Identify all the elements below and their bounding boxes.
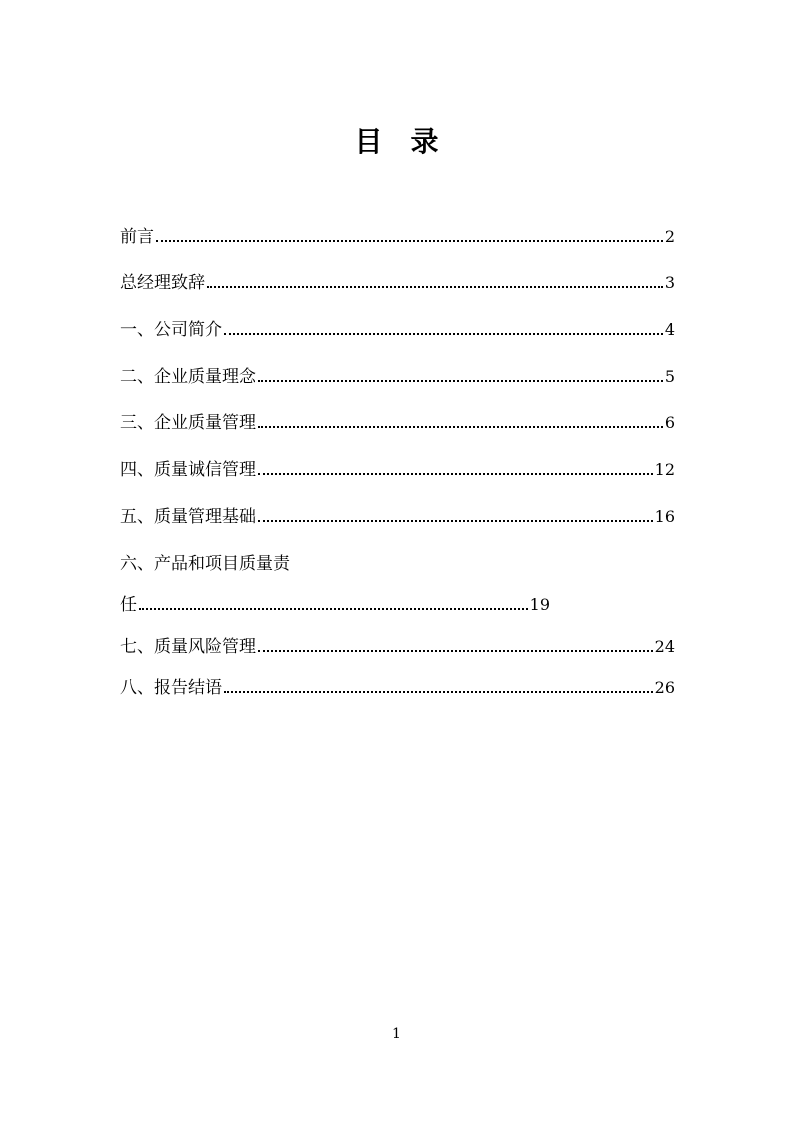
toc-leader-dots (139, 608, 528, 610)
toc-entry-text: 三、企业质量管理 (120, 413, 256, 433)
toc-page-number: 19 (529, 595, 550, 614)
toc-leader-dots (258, 650, 653, 652)
page-number: 1 (392, 1026, 401, 1042)
toc-entry-quality-risk[interactable] (120, 634, 675, 660)
toc-entry-gm-address[interactable] (120, 270, 675, 296)
toc-page-number: 2 (664, 227, 675, 246)
toc-entry-text: 七、质量风险管理 (120, 637, 256, 657)
toc-entry-text: 八、报告结语 (120, 678, 222, 698)
toc-entry-company-profile[interactable] (120, 317, 675, 343)
toc-page-number: 3 (664, 273, 675, 292)
toc-entry-text: 总经理致辞 (120, 273, 205, 293)
toc-leader-dots (258, 426, 663, 428)
toc-entry-product-quality-heading[interactable]: 六、产品和项目质量责 (120, 554, 290, 574)
toc-entry-quality-integrity[interactable] (120, 457, 675, 483)
toc-leader-dots (156, 240, 663, 242)
toc-entry-quality-foundation[interactable] (120, 504, 675, 530)
toc-page-number: 16 (654, 507, 675, 526)
toc-entry-preface[interactable] (120, 224, 675, 250)
toc-page-number: 4 (664, 320, 675, 339)
toc-page-number: 6 (664, 413, 675, 432)
toc-entry-text: 任 (120, 595, 137, 615)
toc-page-number: 24 (654, 637, 675, 656)
toc-leader-dots (224, 333, 663, 335)
toc-page-number: 26 (654, 678, 675, 697)
toc-leader-dots (207, 286, 663, 288)
toc-entry-text: 四、质量诚信管理 (120, 460, 256, 480)
toc-leader-dots (224, 691, 653, 693)
toc-entry-quality-management[interactable] (120, 410, 675, 436)
toc-page-number: 5 (664, 367, 675, 386)
toc-entry-product-quality[interactable] (120, 592, 550, 618)
toc-leader-dots (258, 520, 653, 522)
toc-leader-dots (258, 473, 653, 475)
toc-leader-dots (258, 380, 663, 382)
toc-entry-conclusion[interactable] (120, 675, 675, 701)
toc-entry-text: 二、企业质量理念 (120, 367, 256, 387)
toc-entry-text: 前言 (120, 227, 154, 247)
toc-entry-text: 五、质量管理基础 (120, 507, 256, 527)
toc-entry-text: 一、公司简介 (120, 320, 222, 340)
toc-entry-quality-philosophy[interactable] (120, 364, 675, 390)
page-title: 目 录 (354, 125, 439, 158)
toc-page-number: 12 (654, 460, 675, 479)
